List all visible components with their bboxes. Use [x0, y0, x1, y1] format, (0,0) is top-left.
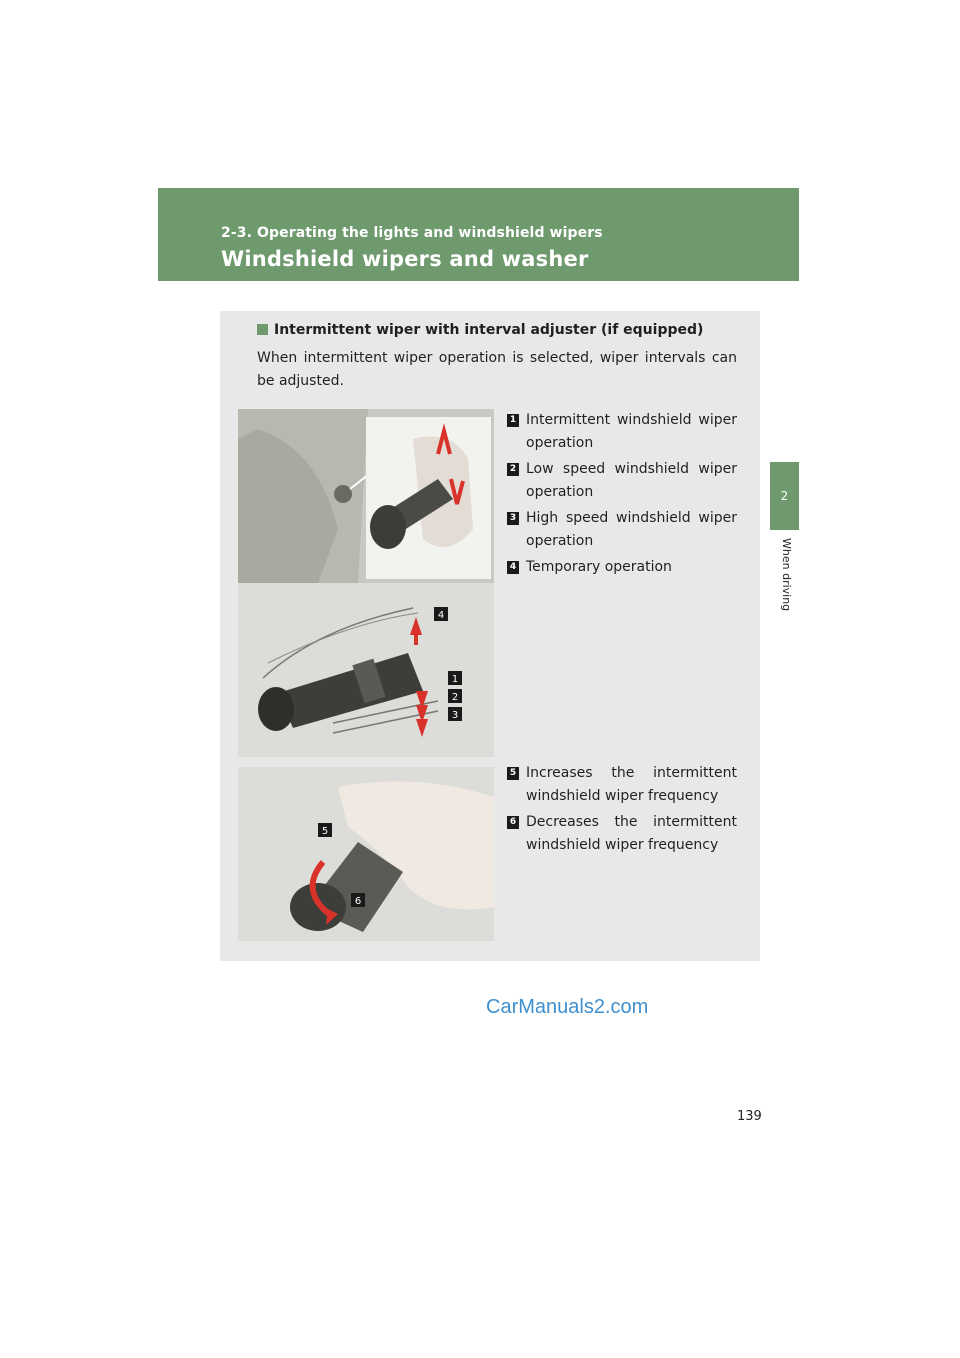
content-panel: [220, 311, 760, 961]
svg-text:5: 5: [321, 826, 329, 837]
subheading: [257, 322, 703, 338]
chapter-tab[interactable]: 2: [770, 462, 799, 530]
svg-text:4: 4: [437, 610, 445, 621]
lever-position-illustration: [238, 583, 494, 757]
section-label: 2-3. Operating the lights and windshield wipers: [221, 225, 603, 241]
intro-text: When intermittent wiper operation is selected, wiper intervals can be adjusted.: [257, 350, 737, 389]
number-badge: 4: [507, 561, 519, 574]
square-bullet-icon: [257, 324, 268, 335]
callout-3: [448, 707, 462, 721]
list-item: 6 Decreases the intermittent windshield wiper frequency: [507, 811, 737, 857]
number-badge: 2: [507, 463, 519, 476]
interior-lever-illustration: [238, 409, 494, 583]
number-badge: 1: [507, 414, 519, 427]
list-item: 1 Intermittent windshield wiper operation: [507, 409, 737, 455]
list-item: 4 Temporary operation: [507, 556, 737, 579]
number-badge: 3: [507, 512, 519, 525]
list-item: 3 High speed windshield wiper operation: [507, 507, 737, 553]
chapter-header: [158, 188, 799, 281]
subheading-text: Intermittent wiper with interval adjuster (if equipped): [274, 322, 704, 338]
svg-text:3: 3: [451, 710, 459, 721]
number-badge: 6: [507, 816, 519, 829]
callout-5: [318, 823, 332, 837]
callout-1: [448, 671, 462, 685]
svg-text:6: 6: [354, 896, 362, 907]
callout-4: [434, 607, 448, 621]
chapter-tab-label: When driving: [780, 538, 793, 612]
page-number: 139: [737, 1109, 762, 1124]
watermark-link[interactable]: CarManuals2.com: [486, 996, 649, 1018]
wiper-mode-list: [507, 409, 737, 582]
list-item: 5 Increases the intermittent windshield wiper frequency: [507, 762, 737, 808]
list-item: 2 Low speed windshield wiper operation: [507, 458, 737, 504]
frequency-list: [507, 762, 737, 860]
number-badge: 5: [507, 767, 519, 780]
svg-text:1: 1: [451, 674, 459, 685]
svg-text:2: 2: [451, 692, 459, 703]
callout-6: [351, 893, 365, 907]
callout-2: [448, 689, 462, 703]
page-title: Windshield wipers and washer: [221, 247, 589, 271]
interval-dial-illustration: [238, 767, 494, 941]
